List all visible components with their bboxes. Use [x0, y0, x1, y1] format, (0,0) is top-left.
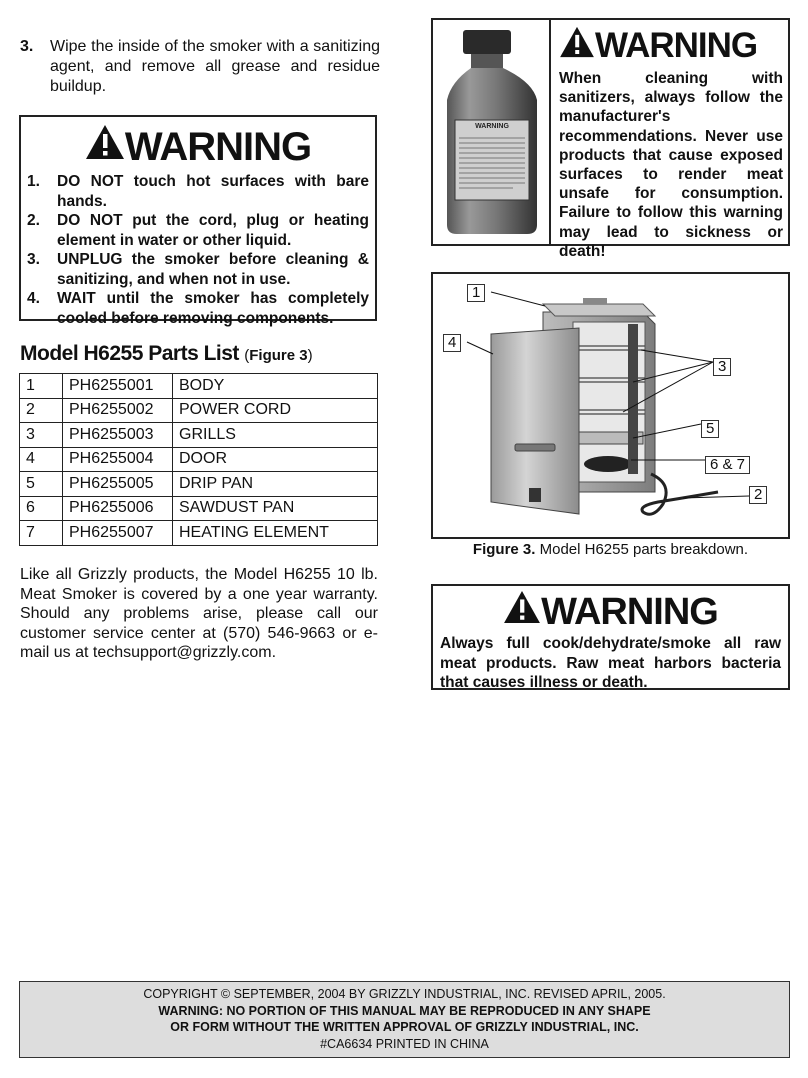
step-3: [20, 37, 380, 97]
warning-triangle-icon: [503, 590, 541, 634]
meat-warning-text: Always full cook/dehydrate/smoke all raw meat products. Raw meat harbors bacteria that causes illness or death.: [440, 635, 781, 691]
table-row: 5 PH6255005 DRIP PAN: [20, 472, 378, 497]
meat-warning-box: [431, 584, 790, 690]
smoker-illustration: [433, 274, 788, 537]
callout-5: 5: [701, 420, 719, 438]
bottle-label-text: WARNING: [475, 123, 509, 130]
sanitizer-warning-box: [431, 18, 790, 260]
smoker-figure: [431, 272, 790, 539]
warning-item: 1. DO NOT touch hot surfaces with bare hands.: [27, 173, 369, 210]
warning-title: WARNING: [541, 590, 718, 633]
table-row: 3 PH6255003 GRILLS: [20, 423, 378, 448]
warning-heading: [433, 590, 788, 634]
callout-3: 3: [713, 358, 731, 376]
table-row: 4 PH6255004 DOOR: [20, 447, 378, 472]
copyright-line: COPYRIGHT © SEPTEMBER, 2004 BY GRIZZLY INDUSTRIAL, INC. REVISED APRIL, 2005.: [143, 987, 666, 1001]
warning-triangle-icon: [559, 26, 595, 67]
callout-6-7: 6 & 7: [705, 456, 750, 474]
step-number: 3.: [20, 38, 34, 55]
sanitizer-bottle-illustration: [433, 20, 551, 244]
warning-triangle-icon: [85, 124, 125, 170]
table-row: 7 PH6255007 HEATING ELEMENT: [20, 521, 378, 546]
table-row: 2 PH6255002 POWER CORD: [20, 398, 378, 423]
copyright-footer: [19, 981, 790, 1058]
warning-title: WARNING: [124, 124, 312, 169]
figure-reference: Figure 3: [249, 347, 308, 364]
reproduction-warning-line-2: OR FORM WITHOUT THE WRITTEN APPROVAL OF GRIZZLY INDUSTRIAL, INC.: [170, 1020, 639, 1034]
callout-2: 2: [749, 486, 767, 504]
warning-heading: [21, 122, 375, 172]
table-row: 6 PH6255006 SAWDUST PAN: [20, 496, 378, 521]
reproduction-warning-line-1: WARNING: NO PORTION OF THIS MANUAL MAY BE REPRODUCED IN ANY SHAPE: [158, 1003, 651, 1018]
callout-4: 4: [443, 334, 461, 352]
warning-title: WARNING: [595, 26, 758, 65]
parts-table: [19, 373, 378, 546]
safety-warning-box: [19, 115, 377, 327]
step-text: Wipe the inside of the smoker with a sanitizing agent, and remove all grease and residue buildup.: [50, 38, 380, 95]
table-row: 1 PH6255001 BODY: [20, 374, 378, 399]
warning-heading: [559, 26, 783, 66]
warning-item: 2. DO NOT put the cord, plug or heating element in water or other liquid.: [27, 212, 369, 249]
figure-caption: Figure 3. Model H6255 parts breakdown.: [472, 541, 749, 558]
warning-item: 3. UNPLUG the smoker before cleaning & sanitizing, and when not in use.: [27, 251, 369, 288]
callout-1: 1: [467, 284, 485, 302]
print-code: #CA6634 PRINTED IN CHINA: [320, 1036, 489, 1051]
warning-list: [21, 172, 375, 328]
warranty-paragraph: Like all Grizzly products, the Model H6255 10 lb. Meat Smoker is covered by a one year warranty. Should any problems arise, please call our customer service center at (570) 546-9663 or e-mail us at techsupport@grizzly.com.: [20, 566, 378, 661]
parts-list-title: Model H6255 Parts List (Figure 3): [20, 342, 313, 365]
sanitizer-warning-text: When cleaning with sanitizers, always follow the manufacturer's recommendations. Never use products that cause exposed surfaces to render meat unsafe for consumption. Failure to follow this warning may lead to sickness or death!: [559, 70, 783, 260]
warning-item: 4. WAIT until the smoker has completely cooled before removing components.: [27, 290, 369, 327]
